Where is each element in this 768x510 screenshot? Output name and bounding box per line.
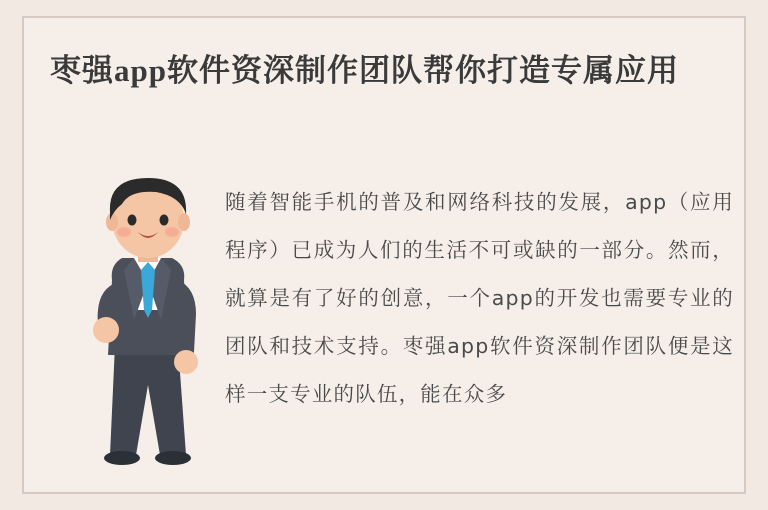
article-content — [40, 160, 742, 486]
article-body: 随着智能手机的普及和网络科技的发展，app（应用程序）已成为人们的生活不可或缺的一部分。然而，就算是有了好的创意，一个app的开发也需要专业的团队和技术支持。枣强app软件资深制作团队便是这样一支专业的队伍，能在众多 — [225, 190, 734, 406]
page-title: 枣强app软件资深制作团队帮你打造专属应用 — [50, 53, 679, 88]
businessman-illustration — [60, 170, 235, 470]
